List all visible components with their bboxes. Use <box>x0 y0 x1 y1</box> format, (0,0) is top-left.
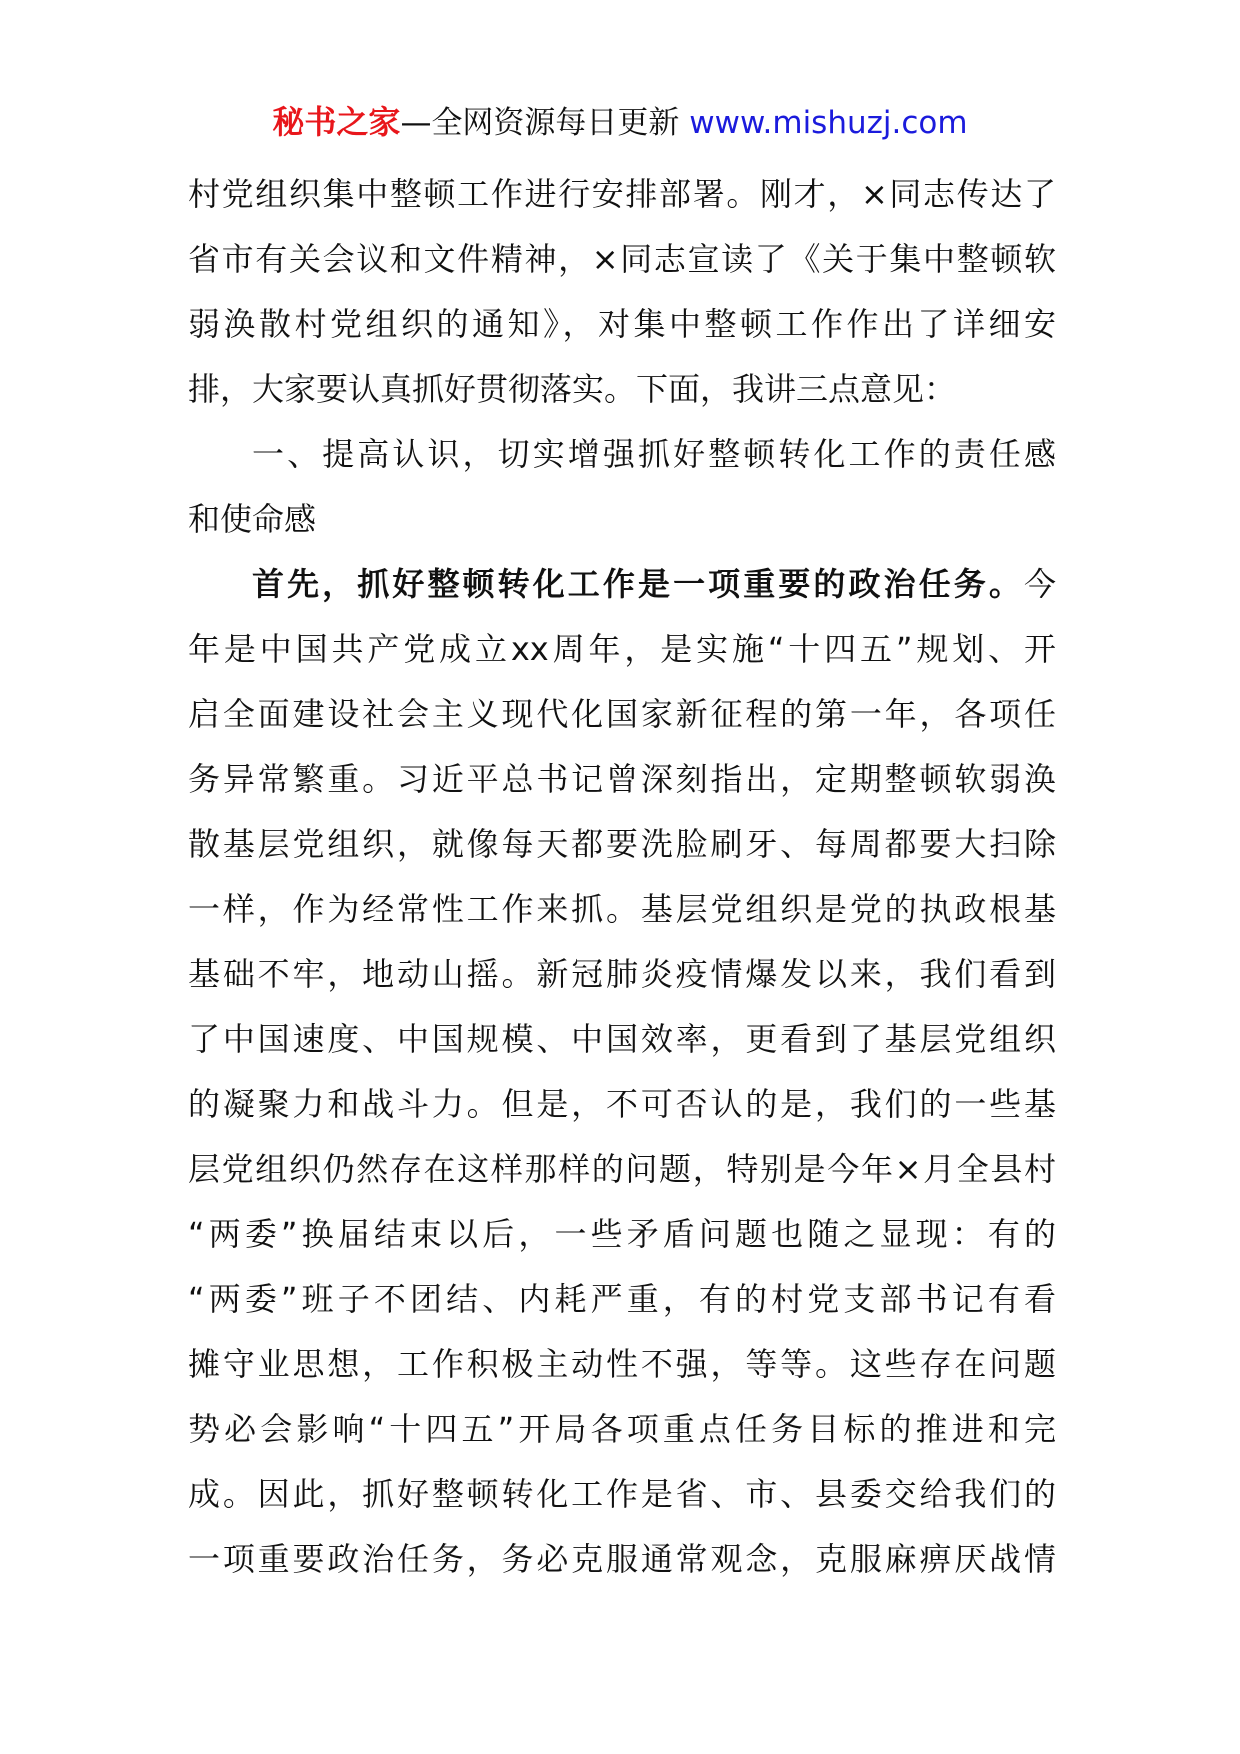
text-line: 省市有关会议和文件精神，×同志宣读了《关于集中整顿软 <box>188 240 1056 278</box>
text-line: 的凝聚力和战斗力。但是，不可否认的是，我们的一些基 <box>188 1085 1056 1123</box>
header-brand: 秘书之家 <box>272 103 401 141</box>
section-heading-line: 一、提高认识，切实增强抓好整顿转化工作的责任感 <box>252 435 1056 473</box>
text-line: 散基层党组织，就像每天都要洗脸刷牙、每周都要大扫除 <box>188 825 1056 863</box>
text-line: “两委”班子不团结、内耗严重，有的村党支部书记有看 <box>188 1280 1056 1318</box>
text-line: “两委”换届结束以后，一些矛盾问题也随之显现：有的 <box>188 1215 1056 1253</box>
text-line: 基础不牢，地动山摇。新冠肺炎疫情爆发以来，我们看到 <box>188 955 1056 993</box>
header-site-url[interactable]: www.mishuzj.com <box>689 105 968 141</box>
section-heading-line: 和使命感 <box>188 500 317 538</box>
text-line: 一项重要政治任务，务必克服通常观念，克服麻痹厌战情 <box>188 1540 1056 1578</box>
page-header <box>0 100 1240 145</box>
text-line: 一样，作为经常性工作来抓。基层党组织是党的执政根基 <box>188 890 1056 928</box>
text-line: 务异常繁重。习近平总书记曾深刻指出，定期整顿软弱涣 <box>188 760 1056 798</box>
header-tagline: —全网资源每日更新 <box>400 105 690 141</box>
text-line: 摊守业思想，工作积极主动性不强，等等。这些存在问题 <box>188 1345 1056 1383</box>
text-line: 排，大家要认真抓好贯彻落实。下面，我讲三点意见： <box>188 370 957 408</box>
text-line: 层党组织仍然存在这样那样的问题，特别是今年×月全县村 <box>188 1150 1056 1188</box>
text-line: 弱涣散村党组织的通知》，对集中整顿工作作出了详细安 <box>188 305 1056 343</box>
text-line <box>188 552 1056 617</box>
text-line: 成。因此，抓好整顿转化工作是省、市、县委交给我们的 <box>188 1475 1056 1513</box>
bold-lead-sentence: 首先，抓好整顿转化工作是一项重要的政治任务。 <box>252 565 1024 603</box>
document-body <box>188 162 1056 1592</box>
text-line: 势必会影响“十四五”开局各项重点任务目标的推进和完 <box>188 1410 1056 1448</box>
text-line: 年是中国共产党成立xx周年，是实施“十四五”规划、开 <box>188 630 1056 668</box>
text-line: 启全面建设社会主义现代化国家新征程的第一年，各项任 <box>188 695 1056 733</box>
text-line: 了中国速度、中国规模、中国效率，更看到了基层党组织 <box>188 1020 1056 1058</box>
text-fragment: 今 <box>1023 565 1056 603</box>
text-line: 村党组织集中整顿工作进行安排部署。刚才，×同志传达了 <box>188 175 1056 213</box>
